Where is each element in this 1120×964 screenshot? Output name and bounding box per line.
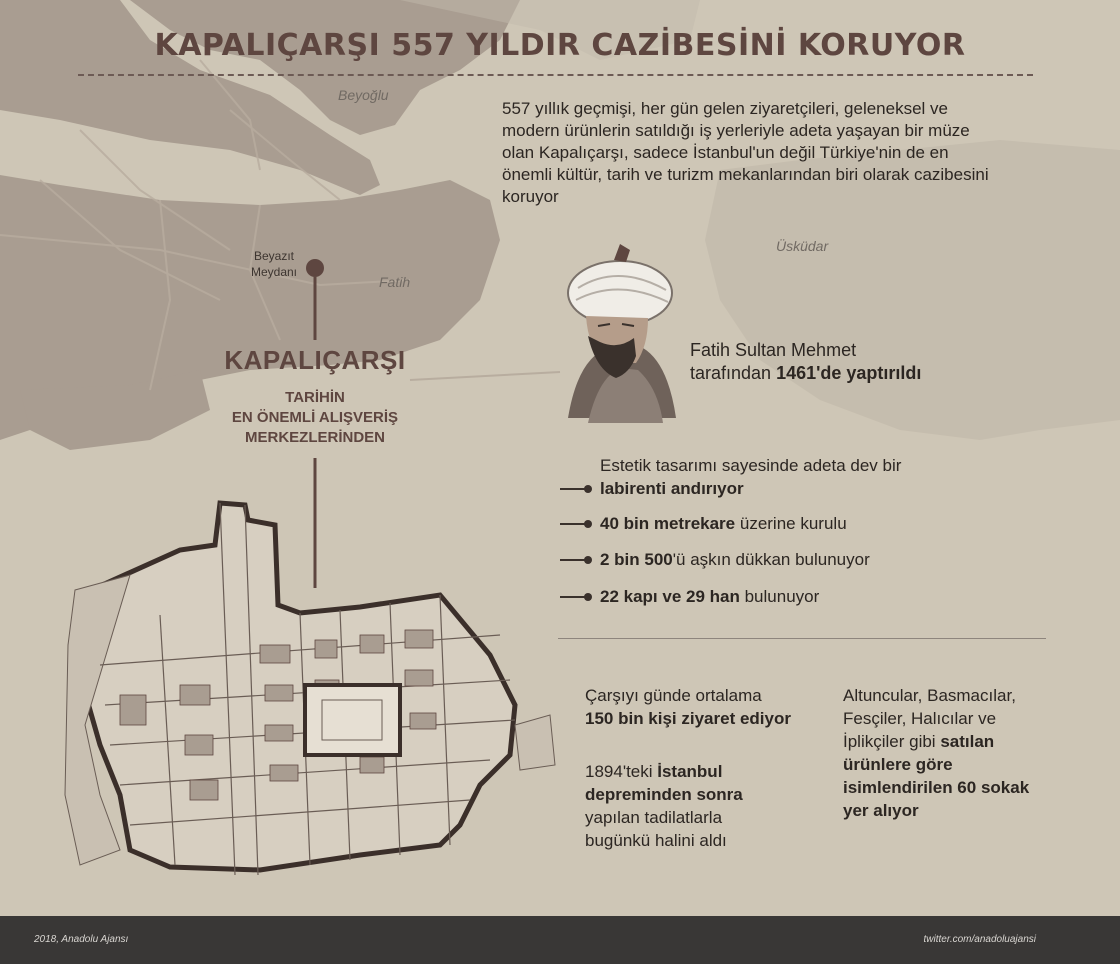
fact-text-1: Estetik tasarımı sayesinde adeta dev bir labirenti andırıyor (600, 456, 902, 498)
map-label-beyazit: Beyazıt Meydanı (250, 249, 298, 279)
map-label-uskudar: Üsküdar (776, 238, 829, 254)
subtitle-line-1: TARİHİN (285, 389, 345, 406)
streets-text: Altuncular, Basmacılar, Fesçiler, Halıcılar ve İplikçiler gibi satılan ürünlere göre isimlendirilen 60 sokak yer alıyor (843, 686, 1030, 820)
footer-bar (0, 916, 1120, 964)
footer-twitter-link[interactable]: twitter.com/anadoluajansi (923, 934, 1036, 945)
intro-paragraph: 557 yıllık geçmişi, her gün gelen ziyaretçileri, geleneksel ve modern ürünlerin satıldığı iş yerleriyle adeta yaşayan bir müze olan Kapalıçarşı, sadece İstanbul'un değil Türkiye'nin de en önemli kültür, tarih ve turizm mekanlarından biri olarak cazibesini koruyor (502, 99, 989, 206)
section-divider (558, 638, 1046, 639)
fact-text-2: 40 bin metrekare üzerine kurulu (600, 514, 847, 533)
bazaar-outline (80, 503, 515, 870)
fact-text-4: 22 kapı ve 29 han bulunuyor (600, 587, 820, 606)
inner-bedesten (305, 685, 400, 755)
sultan-year: 1461'de yaptırıldı (776, 363, 922, 383)
subtitle-line-3: MERKEZLERİNDEN (244, 429, 385, 446)
kapalicarsi-subtitle (205, 388, 425, 448)
visitors-text: Çarşıyı günde ortalama 150 bin kişi ziyaret ediyor (585, 686, 791, 728)
fact-item-1 (560, 454, 980, 500)
fact-text-3: 2 bin 500'ü aşkın dükkan bulunuyor (600, 550, 870, 569)
subtitle-line-2: EN ÖNEMLİ ALIŞVERİŞ (231, 409, 399, 426)
earthquake-text: 1894'teki İstanbul depreminden sonra yapılan tadilatlarla bugünkü halini aldı (585, 762, 743, 850)
visitors-count: 150 bin kişi ziyaret ediyor (585, 709, 791, 728)
page-title: KAPALIÇARŞI 557 YILDIR CAZİBESİNİ KORUYOR (154, 28, 966, 63)
bullet-icon (560, 488, 588, 490)
sultan-portrait (558, 238, 688, 428)
fact-item-2 (560, 512, 980, 535)
title-divider (78, 74, 1033, 76)
sultan-caption (690, 339, 921, 385)
bullet-icon (560, 559, 588, 561)
fact-item-3 (560, 548, 980, 571)
sultan-line-2: tarafından 1461'de yaptırıldı (690, 363, 922, 383)
map-label-fatih: Fatih (379, 274, 411, 290)
bullet-icon (560, 596, 588, 598)
bullet-icon (560, 523, 588, 525)
fact-item-4 (560, 585, 980, 608)
kapalicarsi-label: KAPALIÇARŞI (224, 345, 406, 375)
footer-copyright: 2018, Anadolu Ajansı (34, 934, 129, 945)
bazaar-plan-map (60, 495, 560, 885)
sultan-line-1: Fatih Sultan Mehmet (690, 340, 857, 360)
map-label-beyoglu: Beyoğlu (338, 87, 389, 103)
